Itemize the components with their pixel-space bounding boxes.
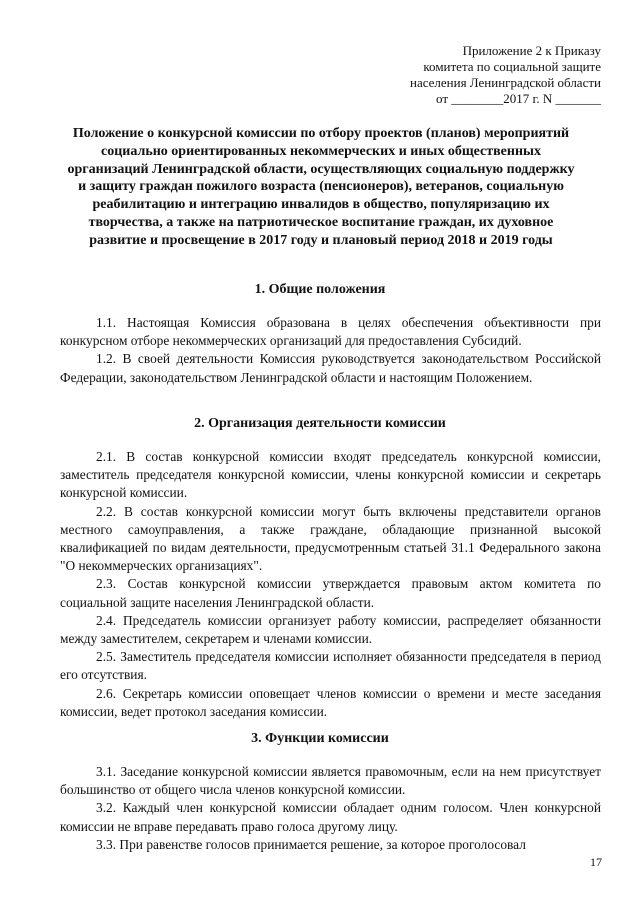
header-line: Приложение 2 к Приказу (462, 43, 601, 58)
section-heading-organization: 2. Организация деятельности комиссии (194, 416, 446, 431)
header-line: населения Ленинградской области (409, 75, 601, 90)
section-body-functions (60, 763, 601, 854)
section-heading-functions: 3. Функции комиссии (251, 731, 389, 746)
paragraph: 3.2. Каждый член конкурсной комиссии обладает одним голосом. Член конкурсной комиссии не вправе передавать право голоса другому лицу. (60, 800, 601, 834)
paragraph: 2.6. Секретарь комиссии оповещает членов комиссии о времени и месте заседания комиссии, ведет протокол заседания комиссии. (60, 685, 601, 719)
paragraph: 1.2. В своей деятельности Комиссия руководствуется законодательством Российской Федерации, законодательством Ленинградской области и настоящим Положением. (60, 351, 601, 385)
paragraph: 2.3. Состав конкурсной комиссии утверждается правовым актом комитета по социальной защите населения Ленинградской области. (60, 576, 601, 610)
page-number: 17 (590, 855, 602, 869)
section-body-general (60, 314, 601, 387)
paragraph: 2.2. В состав конкурсной комиссии могут быть включены представители органов местного самоуправления, а также граждане, обладающие признанной высокой квалификацией по видам деятельности, предусмотренным статьей 31.1 Федерального закона "О некоммерческих организациях". (60, 503, 601, 574)
paragraph: 1.1. Настоящая Комиссия образована в целях обеспечения объективности при конкурсном отборе некоммерческих организаций для предоставления Субсидий. (60, 315, 601, 349)
section-body-organization (60, 448, 601, 721)
header-line: от ________2017 г. N _______ (435, 91, 601, 106)
appendix-header (341, 43, 601, 107)
paragraph: 2.4. Председатель комиссии организует работу комиссии, распределяет обязанности между заместителем, секретарем и членами комиссии. (60, 612, 601, 647)
document-title: Положение о конкурсной комиссии по отбору проектов (планов) мероприятий социально ориентированных некоммерческих и иных общественных организаций Ленинградской области, осуществляющих социальную поддержку и защиту граждан пожилого возраста (пенсионеров), ветеранов, социальную реабилитацию и интеграцию инвалидов в общество, популяризацию их творчества, а также на патриотическое воспитание граждан, их духовное развитие и просвещение в 2017 году и плановый период 2018 и 2019 годы (67, 126, 575, 248)
header-line: комитета по социальной защите (423, 59, 601, 74)
paragraph: 2.5. Заместитель председателя комиссии исполняет обязанности председателя в период его отсутствия. (60, 649, 601, 683)
paragraph: 3.1. Заседание конкурсной комиссии является правомочным, если на нем присутствует большинство от общего числа членов конкурсной комиссии. (60, 764, 601, 798)
section-heading-general: 1. Общие положения (254, 282, 386, 297)
paragraph: 2.1. В состав конкурсной комиссии входят председатель конкурсной комиссии, заместитель председателя конкурсной комиссии, члены конкурсной комиссии и секретарь конкурсной комиссии. (60, 449, 601, 501)
paragraph: 3.3. При равенстве голосов принимается решение, за которое проголосовал (96, 836, 526, 852)
